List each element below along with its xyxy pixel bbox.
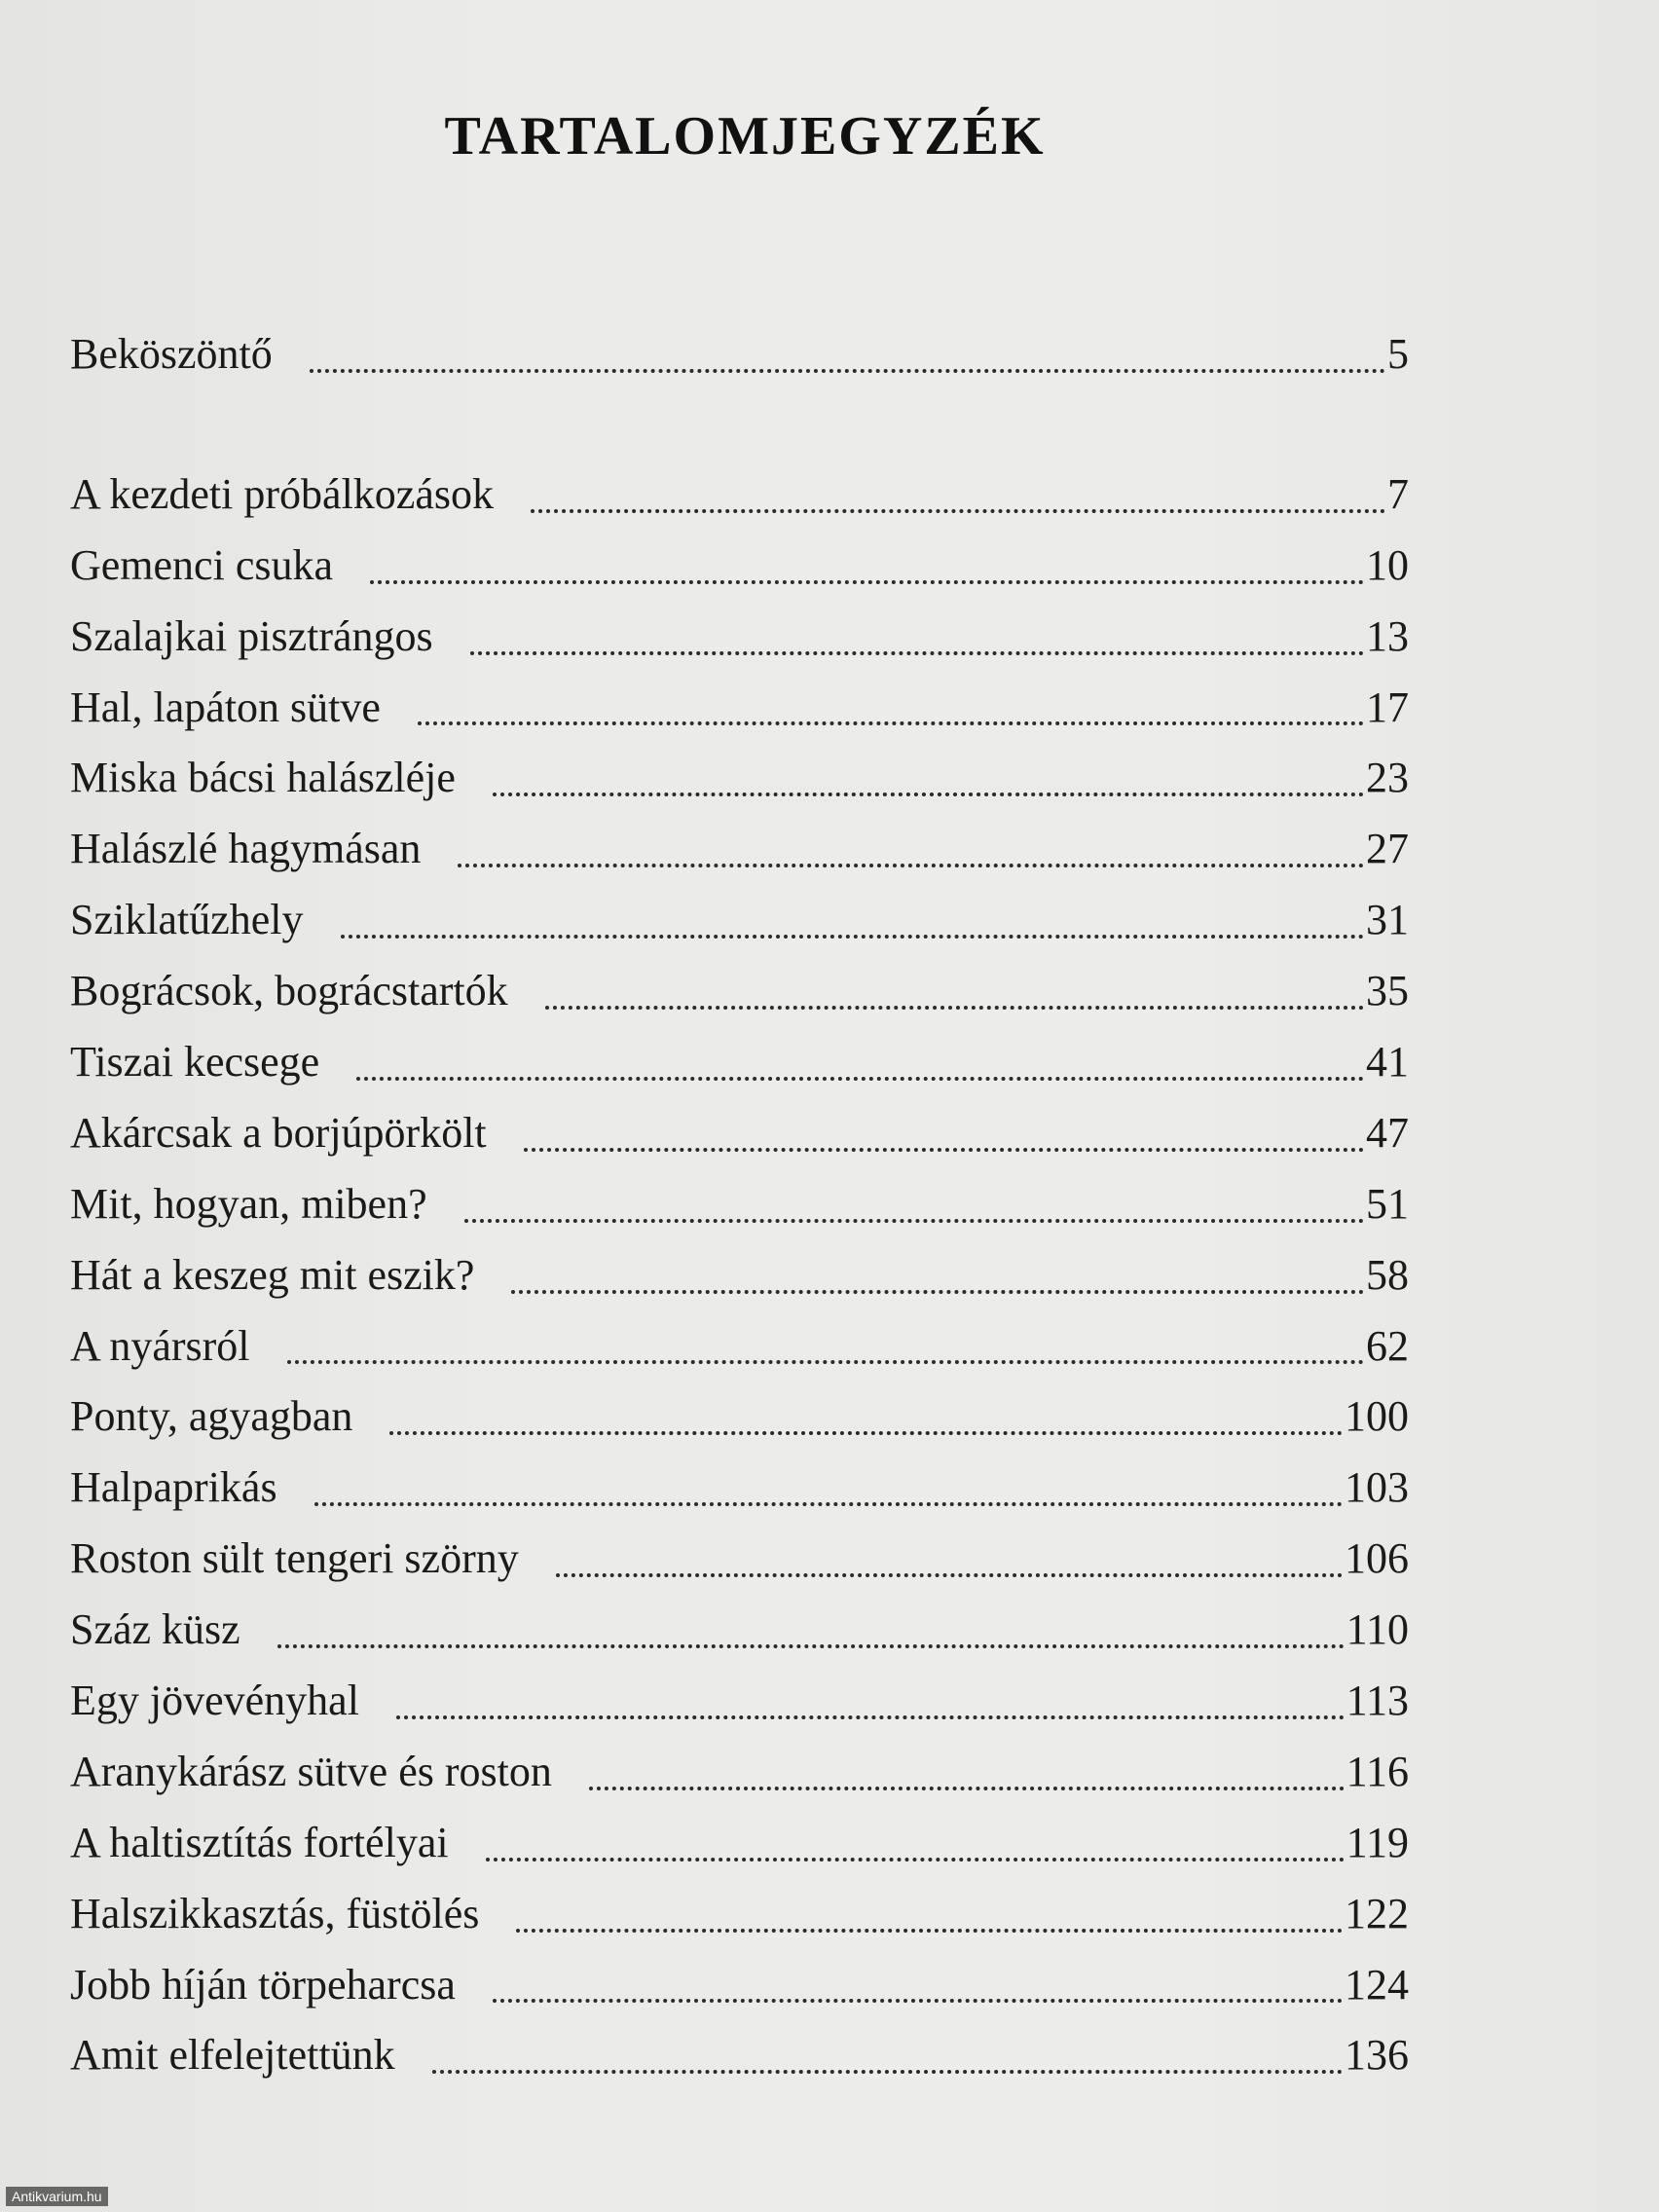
dot-leader	[418, 721, 1364, 725]
dot-leader	[545, 1006, 1364, 1010]
dot-leader	[458, 864, 1364, 867]
toc-entry-label: Hal, lapáton sütve	[70, 682, 381, 731]
toc-entry-label: Aranykárász sütve és roston	[70, 1747, 552, 1795]
toc-entry-label: Hát a keszeg mit eszik?	[70, 1250, 475, 1299]
dot-leader	[493, 793, 1364, 796]
toc-entry-label: Száz küsz	[70, 1605, 240, 1654]
toc-entry	[70, 1311, 1409, 1382]
toc-entry	[70, 1524, 1409, 1595]
toc-entry-page: 17	[1366, 682, 1409, 731]
dot-leader	[277, 1644, 1345, 1648]
toc-entry-page: 5	[1387, 330, 1409, 378]
toc-entry-page: 124	[1345, 1960, 1409, 2009]
toc-entry-page: 47	[1366, 1108, 1409, 1157]
toc-entry	[70, 1595, 1409, 1666]
toc-entry-label: A nyársról	[70, 1321, 250, 1370]
toc-entry	[70, 1666, 1409, 1737]
toc-entry	[70, 1240, 1409, 1311]
toc-entry-page: 41	[1366, 1038, 1409, 1087]
toc-entry-label: Roston sült tengeri szörny	[70, 1534, 519, 1583]
toc-entry-page: 106	[1345, 1534, 1409, 1583]
toc-entry-label: Sziklatűzhely	[70, 896, 304, 944]
dot-leader	[432, 2070, 1343, 2074]
dot-leader	[310, 369, 1385, 373]
toc-entry-page: 113	[1346, 1677, 1409, 1725]
toc-entry-page: 122	[1345, 1889, 1409, 1937]
page-title: TARTALOMJEGYZÉK	[444, 106, 1046, 166]
toc-entry-label: Akárcsak a borjúpörkölt	[70, 1108, 487, 1157]
toc-entry	[70, 460, 1409, 531]
dot-leader	[389, 1431, 1343, 1435]
toc-entry	[70, 1950, 1409, 2021]
toc-entry	[70, 885, 1409, 956]
dot-leader	[370, 580, 1364, 584]
dot-leader	[516, 1929, 1343, 1933]
dot-leader	[314, 1502, 1343, 1506]
toc-entry-label: Szalajkai pisztrángos	[70, 611, 433, 660]
toc-entry-label: Egy jövevényhal	[70, 1677, 359, 1725]
toc-entry	[70, 1737, 1409, 1808]
table-of-contents	[70, 319, 1409, 2091]
toc-entry-label: Gemenci csuka	[70, 540, 333, 589]
toc-entry-label: Bográcsok, bográcstartók	[70, 967, 508, 1015]
toc-entry	[70, 2020, 1409, 2091]
toc-entry-label: Mit, hogyan, miben?	[70, 1179, 427, 1228]
toc-entry-page: 116	[1346, 1747, 1409, 1795]
toc-entry	[70, 602, 1409, 673]
toc-entry	[70, 1098, 1409, 1169]
toc-entry	[70, 1879, 1409, 1950]
toc-entry-label: Halpaprikás	[70, 1463, 277, 1512]
toc-entry-page: 136	[1345, 2031, 1409, 2080]
toc-entry-label: Tiszai kecsege	[70, 1038, 320, 1087]
toc-entry-page: 23	[1366, 754, 1409, 802]
dot-leader	[531, 509, 1385, 513]
toc-entry	[70, 1808, 1409, 1879]
dot-leader	[287, 1360, 1364, 1364]
toc-entry-label: A haltisztítás fortélyai	[70, 1818, 449, 1866]
toc-entry-page: 51	[1366, 1179, 1409, 1228]
toc-entry-page: 10	[1366, 540, 1409, 589]
toc-entry-label: Beköszöntő	[70, 330, 273, 378]
toc-entry	[70, 1027, 1409, 1098]
dot-leader	[341, 935, 1365, 939]
toc-entry-label: Amit elfelejtettünk	[70, 2031, 395, 2080]
toc-entry	[70, 319, 1409, 390]
dot-leader	[464, 1219, 1364, 1223]
toc-entry	[70, 1453, 1409, 1524]
toc-entry	[70, 1382, 1409, 1453]
dot-leader	[470, 651, 1364, 655]
dot-leader	[556, 1573, 1343, 1577]
toc-entry-page: 119	[1346, 1818, 1409, 1866]
watermark: Antikvarium.hu	[6, 2187, 108, 2206]
dot-leader	[524, 1148, 1364, 1152]
toc-entry-page: 58	[1366, 1250, 1409, 1299]
toc-entry-label: Jobb híján törpeharcsa	[70, 1960, 456, 2009]
toc-entry	[70, 531, 1409, 602]
toc-entry-label: Miska bácsi halászléje	[70, 754, 456, 802]
dot-leader	[486, 1858, 1345, 1862]
dot-leader	[511, 1290, 1364, 1294]
toc-entry-page: 35	[1366, 967, 1409, 1015]
toc-entry-page: 27	[1366, 825, 1409, 873]
toc-entry-label: Halászlé hagymásan	[70, 825, 422, 873]
toc-entry	[70, 743, 1409, 814]
toc-entry-page: 103	[1345, 1463, 1409, 1512]
dot-leader	[396, 1715, 1345, 1719]
toc-entry-label: Ponty, agyagban	[70, 1392, 353, 1441]
toc-entry-label: A kezdeti próbálkozások	[70, 469, 494, 518]
dot-leader	[493, 1999, 1343, 2003]
dot-leader	[589, 1787, 1345, 1790]
toc-entry-page: 13	[1366, 611, 1409, 660]
toc-entry	[70, 1169, 1409, 1240]
toc-entry-page: 100	[1345, 1392, 1409, 1441]
toc-entry-page: 7	[1387, 469, 1409, 518]
toc-entry-page: 62	[1366, 1321, 1409, 1370]
toc-entry-page: 31	[1366, 896, 1409, 944]
dot-leader	[356, 1077, 1364, 1081]
toc-entry	[70, 956, 1409, 1027]
toc-entry	[70, 814, 1409, 885]
toc-entry-label: Halszikkasztás, füstölés	[70, 1889, 480, 1937]
toc-entry-page: 110	[1346, 1605, 1409, 1654]
toc-entry	[70, 673, 1409, 744]
